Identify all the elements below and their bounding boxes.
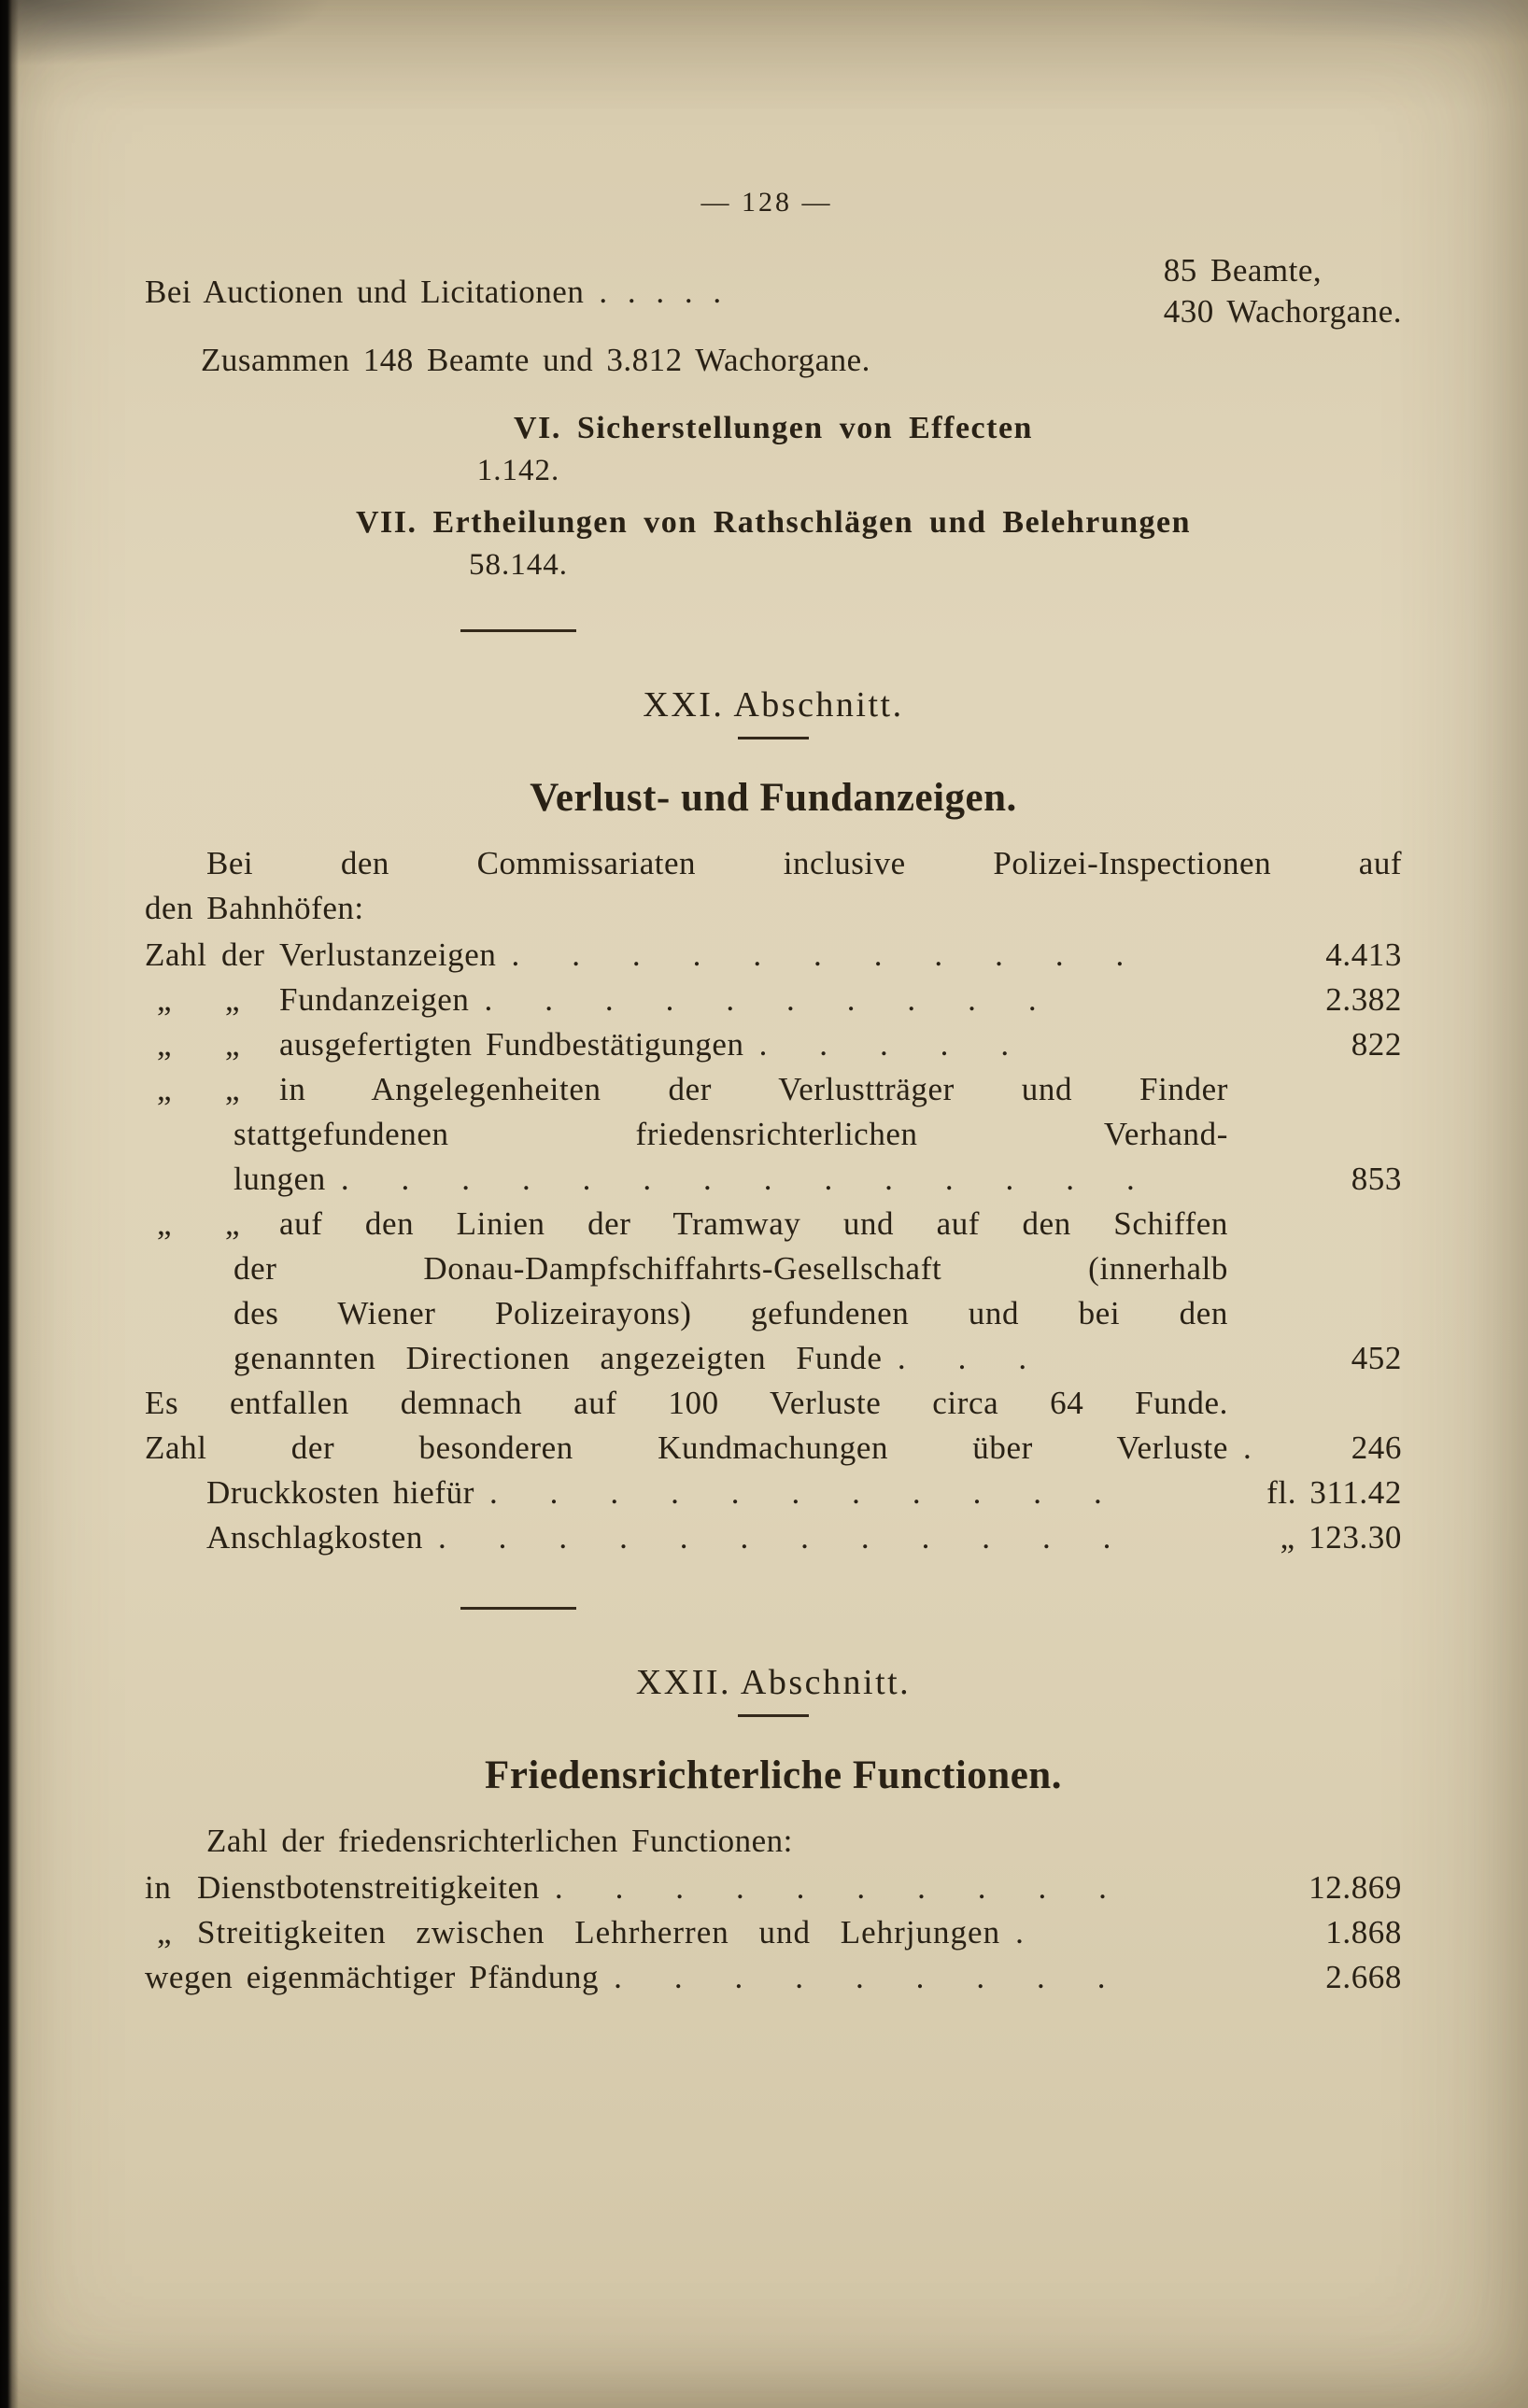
chapter-21-title: Verlust- und Fundanzeigen. xyxy=(530,776,1017,820)
summary-right-block xyxy=(1164,250,1402,332)
chapter-22-heading-underline xyxy=(738,1714,809,1717)
ledger-row xyxy=(145,1381,1402,1426)
dot-leader: . . . . . xyxy=(758,1026,1010,1063)
ledger-row xyxy=(145,1426,1402,1471)
row-label: in Angelegenheiten der Verlustträger und Finder xyxy=(279,1071,1228,1107)
row-value: 2.382 xyxy=(1325,981,1402,1018)
row-value: „ 123.30 xyxy=(1280,1519,1402,1556)
row-label: Druckkosten hiefür xyxy=(206,1474,474,1511)
row-label: wegen eigenmächtiger Pfändung xyxy=(145,1959,600,1995)
ledger-row-continuation xyxy=(145,1157,1402,1202)
dot-leader: . xyxy=(1243,1429,1252,1466)
chapter-22-heading: XXII. Abschnitt. xyxy=(635,1663,912,1702)
summary-total-line: Zusammen 148 Beamte und 3.812 Wachorgane. xyxy=(201,342,870,378)
row-value: 4.413 xyxy=(1325,936,1402,973)
ditto-mark: „ xyxy=(157,1026,173,1063)
page-number: — 128 — xyxy=(700,187,833,218)
row-value: 1.868 xyxy=(1325,1914,1402,1950)
row-label: Streitigkeiten zwischen Lehrherren und Lehrjungen xyxy=(197,1914,1001,1950)
row-value: 822 xyxy=(1351,1026,1402,1063)
chapter-21-heading-underline xyxy=(738,737,809,739)
ledger-row xyxy=(145,1910,1402,1955)
row-label: Zahl der besonderen Kundmachungen über Verluste xyxy=(145,1429,1228,1466)
row-col2: der xyxy=(221,936,265,973)
dot-leader: . . . . . . . . . . . xyxy=(488,1474,1103,1511)
row-value: 2.668 xyxy=(1325,1959,1402,1995)
section-vii-value: 58.144. xyxy=(469,548,568,582)
ledger-row xyxy=(145,1955,1402,2000)
chapter-22-title: Friedensrichterliche Functionen. xyxy=(485,1753,1062,1797)
chapter-21-intro xyxy=(145,841,1402,931)
ledger-row xyxy=(145,1067,1402,1112)
row-label: genannten Directionen angezeigten Funde xyxy=(233,1340,883,1376)
row-label: des Wiener Polizeirayons) gefundenen und bei den xyxy=(233,1295,1228,1331)
row-label: der Donau-Dampfschiffahrts-Gesellschaft (innerhalb xyxy=(233,1250,1228,1287)
divider-rule xyxy=(460,629,576,632)
ditto-mark: „ xyxy=(157,1914,173,1950)
ledger-row-continuation xyxy=(145,1246,1402,1291)
row-label: Fundanzeigen xyxy=(279,981,470,1018)
ditto-mark: „ xyxy=(157,1205,173,1242)
row-label: lungen xyxy=(233,1161,326,1197)
ditto-mark: „ xyxy=(225,1205,241,1242)
ditto-mark: „ xyxy=(157,981,173,1018)
row-value: 12.869 xyxy=(1309,1869,1402,1906)
dot-leader: . . . . . xyxy=(599,273,722,310)
paragraph-line: Bei den Commissariaten inclusive Polizei-Inspectionen auf xyxy=(206,845,1402,881)
summary-line-auctionen xyxy=(145,250,1402,332)
dot-leader: . . . . . . . . . . xyxy=(554,1869,1108,1906)
chapter-21-heading: XXI. Abschnitt. xyxy=(643,685,904,725)
row-value: fl. 311.42 xyxy=(1266,1474,1402,1511)
paragraph-line: den Bahnhöfen: xyxy=(145,890,364,926)
chapter-21-ledger xyxy=(145,933,1402,1560)
binding-edge xyxy=(0,0,19,2408)
dot-leader: . xyxy=(1015,1914,1025,1950)
summary-label: Bei Auctionen und Licitationen xyxy=(145,273,585,310)
dot-leader: . . . . . . . . . . xyxy=(484,981,1038,1018)
row-label: Es entfallen demnach auf 100 Verluste circa 64 Funde. xyxy=(145,1385,1228,1421)
ledger-row xyxy=(145,933,1402,978)
row-value: 452 xyxy=(1351,1340,1402,1376)
row-col1: in xyxy=(145,1869,172,1906)
dot-leader: . . . . . . . . . . . . xyxy=(437,1519,1112,1556)
row-label: Dienstbotenstreitigkeiten xyxy=(197,1869,540,1906)
section-vi-value: 1.142. xyxy=(476,454,560,487)
beamte-count: 85 Beamte, xyxy=(1163,252,1323,289)
row-value: 853 xyxy=(1351,1161,1402,1197)
ditto-mark: „ xyxy=(225,1071,241,1107)
ditto-mark: „ xyxy=(157,1071,173,1107)
section-vi-heading: VI. Sicherstellungen von Effecten xyxy=(514,411,1033,445)
ledger-row xyxy=(145,978,1402,1022)
ledger-row-continuation xyxy=(145,1291,1402,1336)
chapter-22-intro: Zahl der friedensrichterlichen Functionen: xyxy=(206,1823,793,1859)
chapter-22-ledger xyxy=(145,1866,1402,2000)
row-label: Anschlagkosten xyxy=(206,1519,423,1556)
row-label: ausgefertigten Fundbestätigungen xyxy=(279,1026,744,1063)
ledger-row xyxy=(145,1471,1402,1515)
dot-leader: . . . . . . . . . . . xyxy=(511,936,1125,973)
dot-leader: . . . . . . . . . . . . . . xyxy=(340,1161,1136,1197)
ledger-row xyxy=(145,1202,1402,1246)
dot-leader: . . . . . . . . . xyxy=(614,1959,1107,1995)
ledger-row xyxy=(145,1022,1402,1067)
ditto-mark: „ xyxy=(225,981,241,1018)
ditto-mark: „ xyxy=(225,1026,241,1063)
row-value: 246 xyxy=(1351,1429,1402,1466)
ledger-row-continuation xyxy=(145,1336,1402,1381)
dot-leader: . . . xyxy=(897,1340,1027,1376)
ledger-row xyxy=(145,1866,1402,1910)
ledger-row xyxy=(145,1515,1402,1560)
row-label: Verlustanzeigen xyxy=(279,936,497,973)
divider-rule xyxy=(460,1607,576,1610)
row-label: auf den Linien der Tramway und auf den Schiffen xyxy=(279,1205,1228,1242)
ledger-row-continuation xyxy=(145,1112,1402,1157)
section-vii-heading: VII. Ertheilungen von Rathschlägen und Belehrungen xyxy=(355,505,1192,540)
wachorgane-count: 430 Wachorgane. xyxy=(1163,293,1402,330)
row-col1: Zahl xyxy=(145,936,207,973)
row-label: stattgefundenen friedensrichterlichen Verhand- xyxy=(233,1116,1228,1152)
